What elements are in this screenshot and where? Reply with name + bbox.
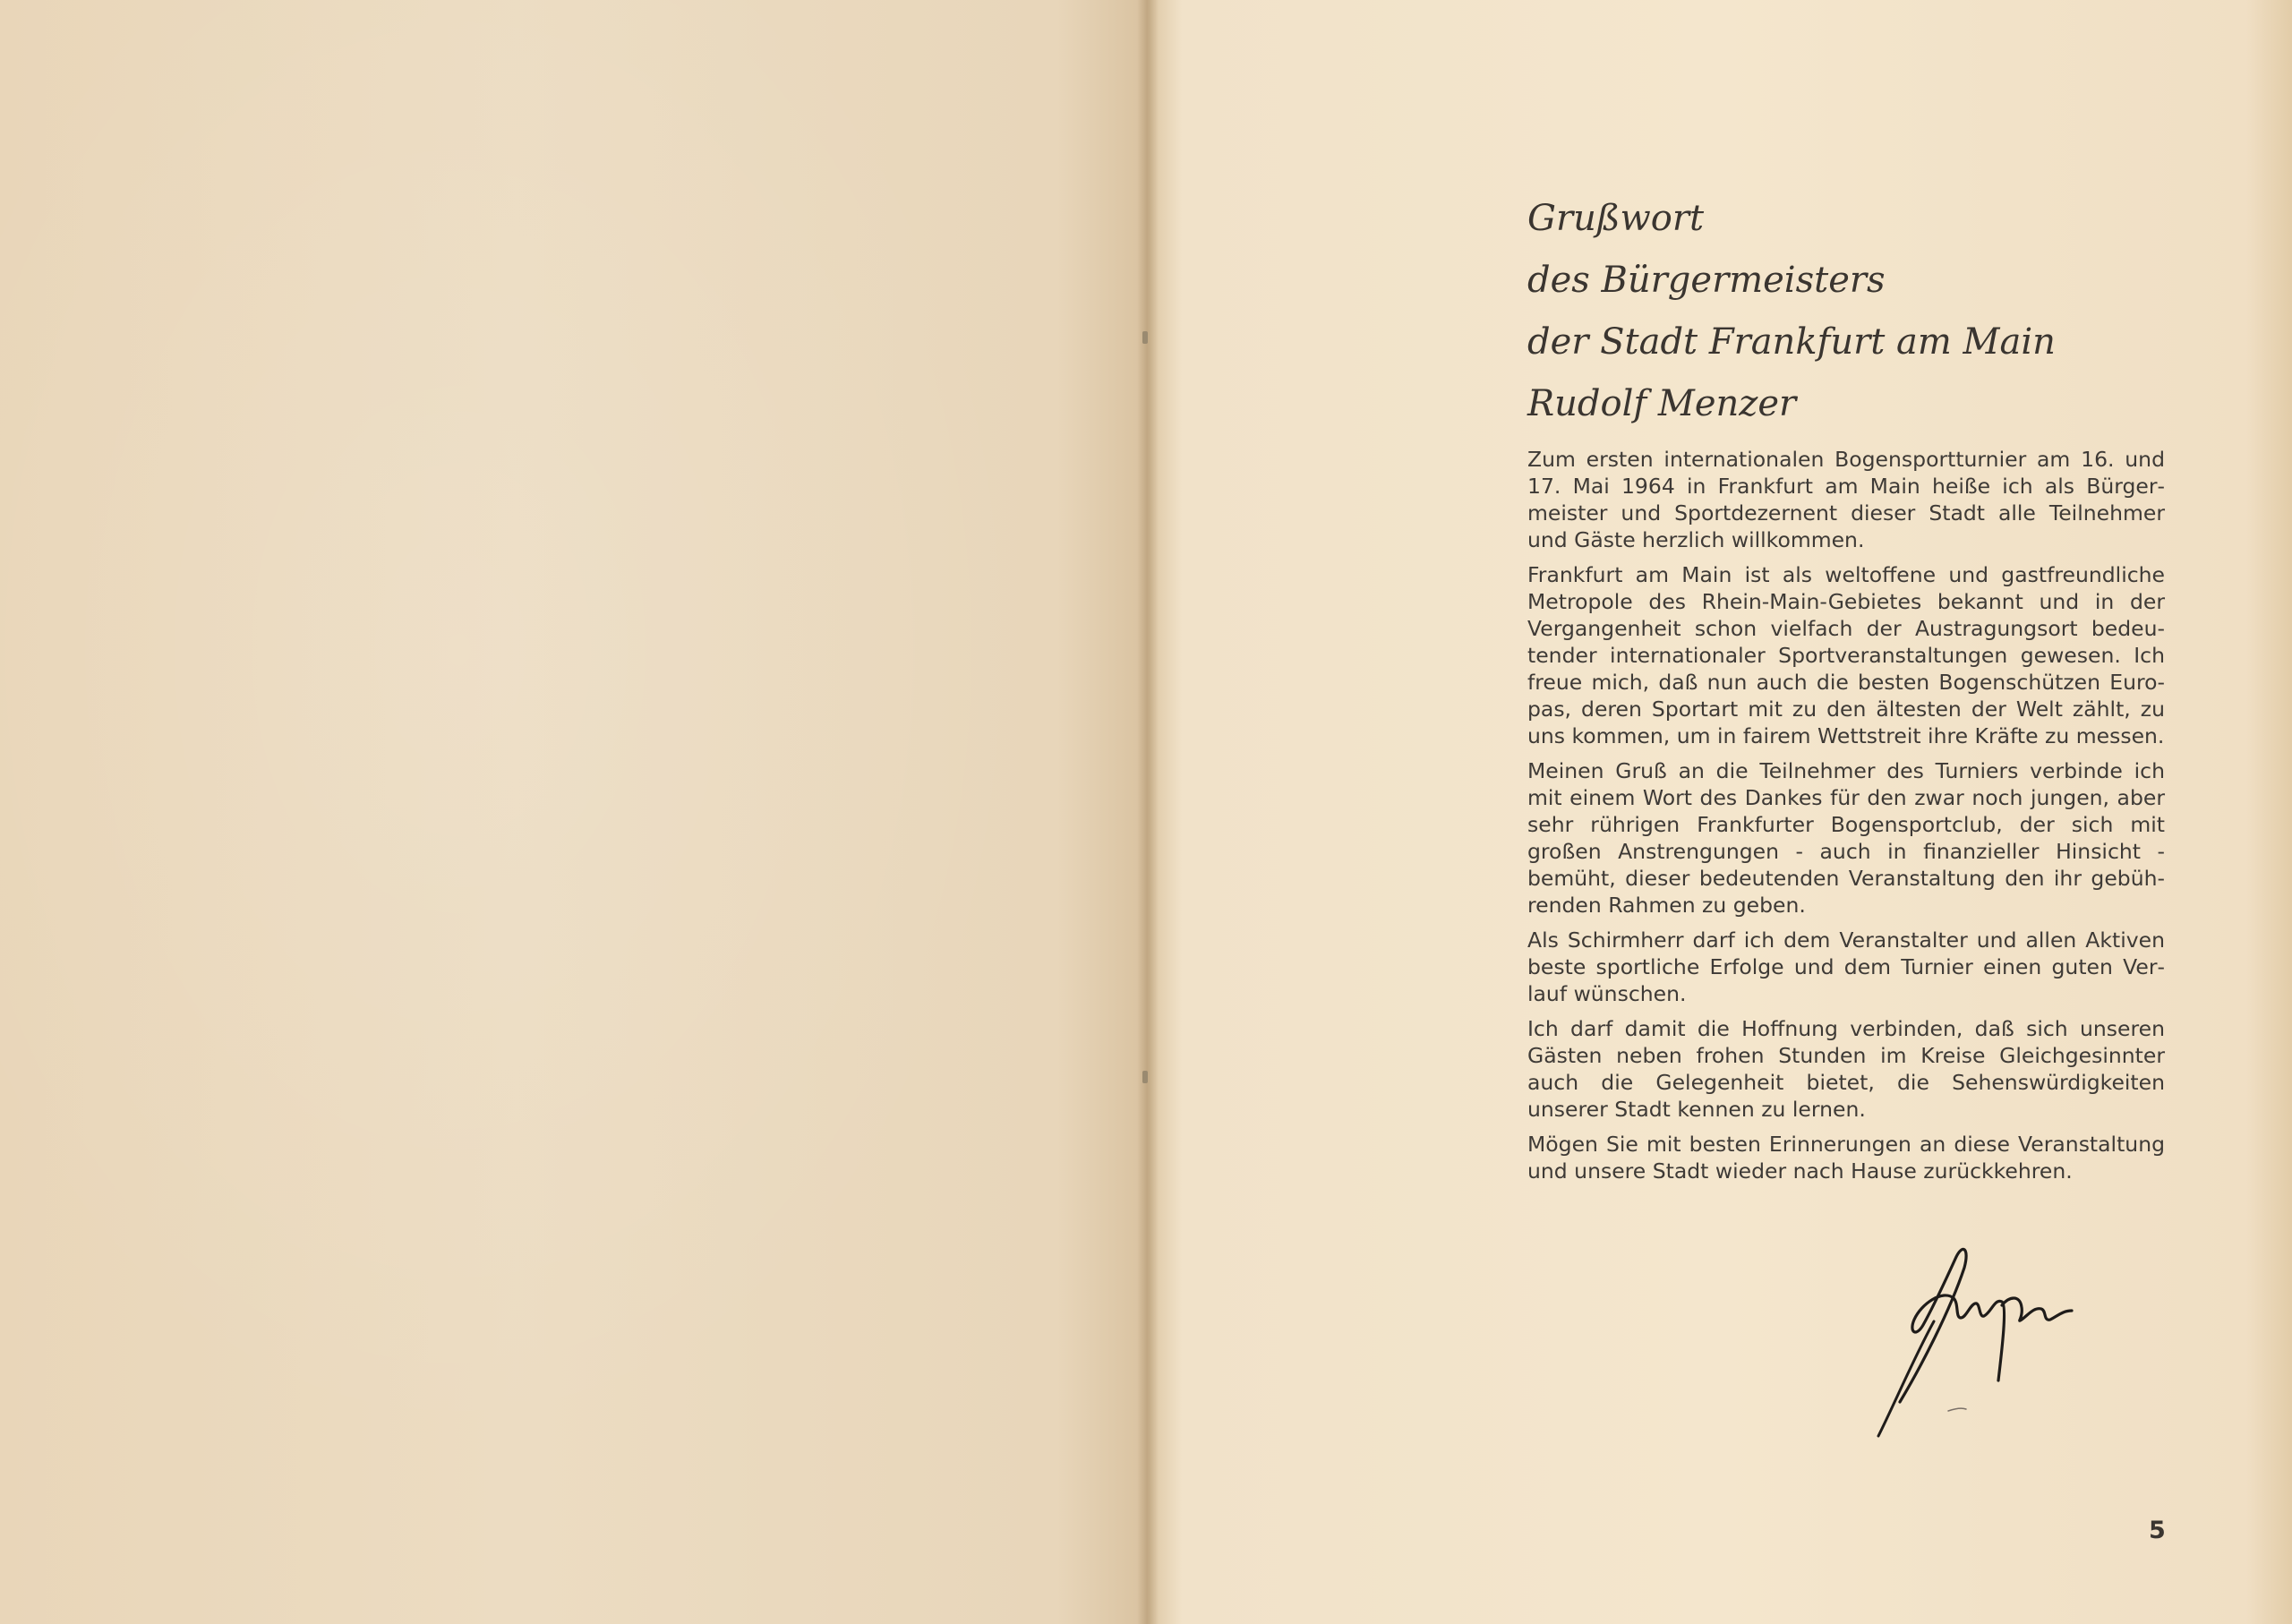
greeting-body (1527, 446, 2165, 1192)
heading-line-1: Grußwort (1527, 198, 1705, 239)
paragraph-5: Ich darf damit die Hoffnung verbinden, daß sich unseren Gästen neben frohen Stunden im Kreise Gleichgesinnter auch die Gelegenheit bietet, die Sehenswürdigkeiten unserer Stadt kennen zu lernen. (1527, 1016, 2165, 1122)
staple-top (1142, 331, 1148, 344)
book-spine (1137, 0, 1159, 1624)
paragraph-6: Mögen Sie mit besten Erinnerungen an diese Veranstaltung und unsere Stadt wieder nach Hause zurückkehren. (1527, 1132, 2165, 1184)
greeting-heading (1527, 188, 2056, 435)
heading-line-3: der Stadt Frankfurt am Main (1527, 321, 2056, 363)
handwritten-signature (1868, 1232, 2136, 1456)
heading-line-4: Rudolf Menzer (1527, 383, 1797, 424)
paragraph-4: Als Schirmherr darf ich dem Veranstalter und allen Aktiven beste sportliche Erfolge und dem Turnier einen guten Verlauf wünschen. (1527, 927, 2165, 1006)
paragraph-1: Zum ersten internationalen Bogensportturnier am 16. und 17. Mai 1964 in Frankfurt am Main heiße ich als Bürgermeister und Sportdezernent dieser Stadt alle Teilnehmer und Gäste herzlich willkommen. (1527, 447, 2165, 552)
paragraph-3: Meinen Gruß an die Teilnehmer des Turniers verbinde ich mit einem Wort des Dankes für den zwar noch jungen, aber sehr rührigen Frankfurter Bogensportclub, der sich mit großen Anstrengungen - auch in finanzieller Hinsicht - bemüht, dieser bedeutenden Veranstaltung den ihr gebührenden Rahmen zu geben. (1527, 758, 2165, 918)
paragraph-2: Frankfurt am Main ist als weltoffene und gastfreundliche Metropole des Rhein-Main-Gebietes bekannt und in der Vergangenheit schon vielfach der Austragungsort bedeutender internationaler Sportveranstaltungen gewesen. Ich freue mich, daß nun auch die besten Bogenschützen Europas, deren Sportart mit zu den ältesten der Welt zählt, zu uns kommen, um in fairem Wettstreit ihre Kräfte zu messen. (1527, 562, 2165, 748)
staple-bottom (1142, 1071, 1148, 1083)
page-number: 5 (2149, 1517, 2166, 1544)
heading-line-2: des Bürgermeisters (1527, 260, 1886, 301)
